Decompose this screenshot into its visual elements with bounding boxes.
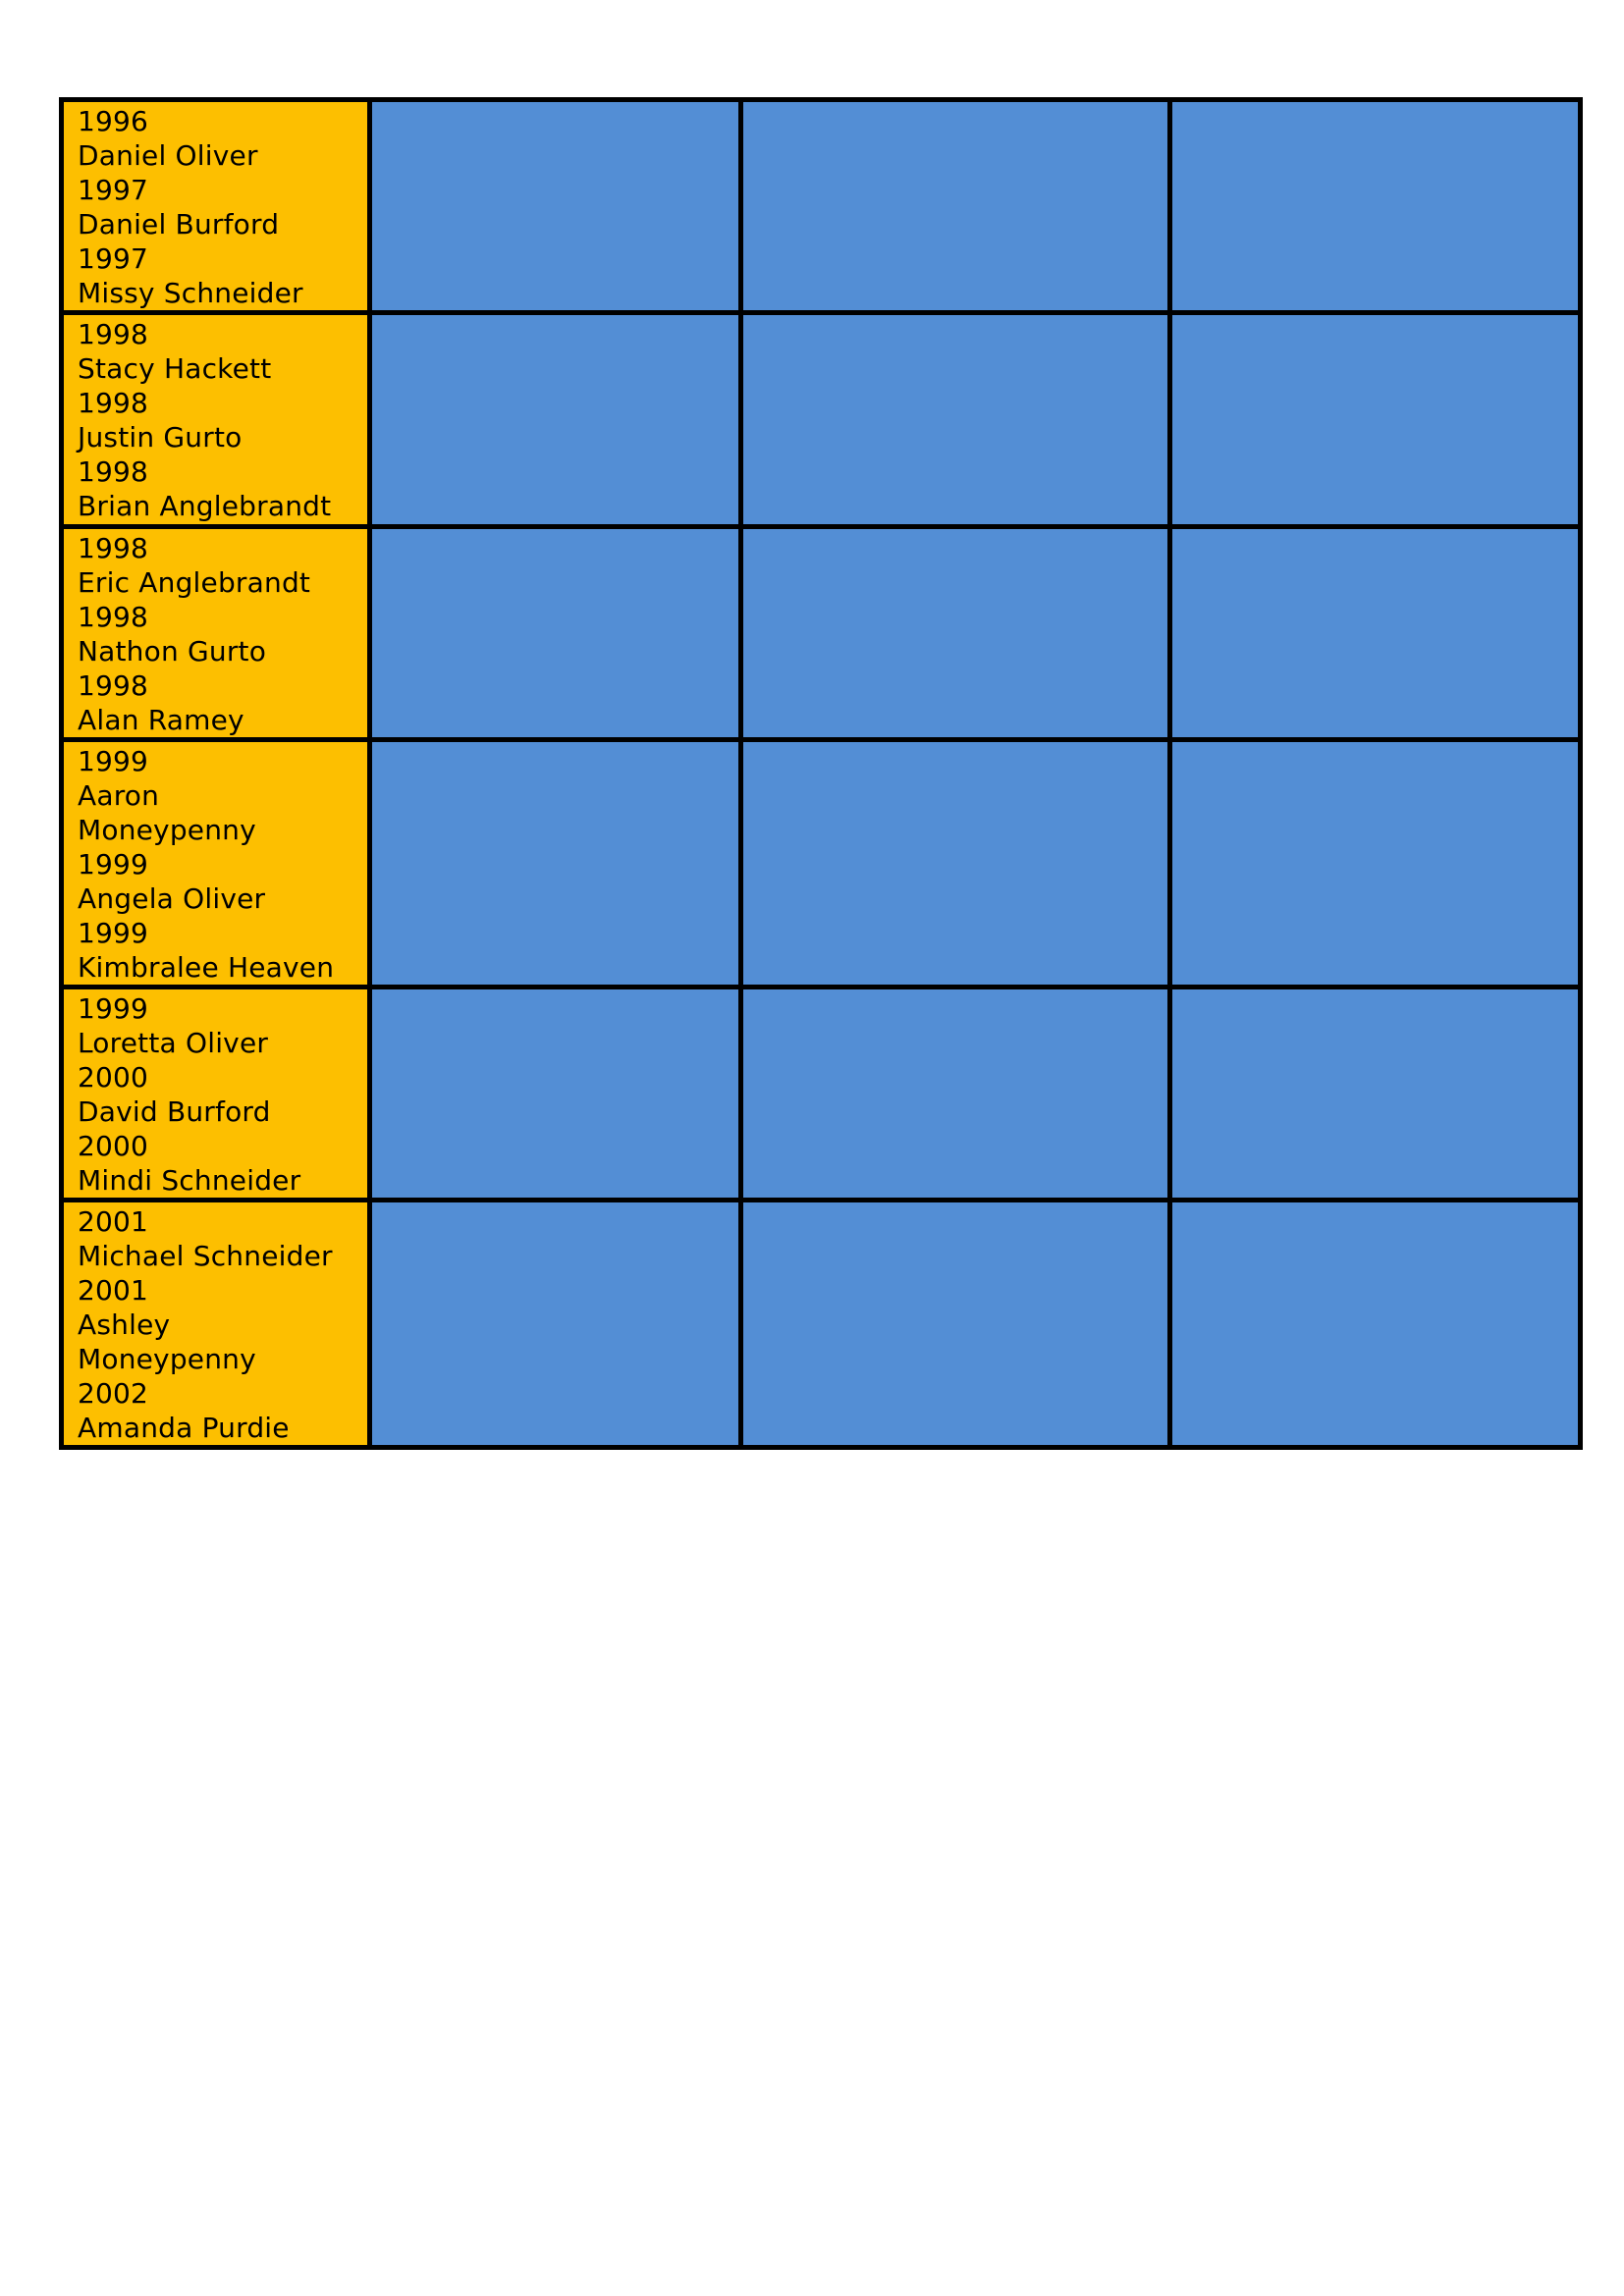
cell-line: Moneypenny (78, 1343, 256, 1375)
cell-line: Amanda Purdie (78, 1412, 290, 1444)
cell-line: 1998 (78, 532, 149, 564)
cell-line: David Burford (78, 1095, 271, 1128)
table-row (62, 740, 1581, 988)
blank-cell (370, 527, 741, 740)
blank-cell (741, 527, 1170, 740)
blank-cell (1170, 313, 1581, 527)
cell-line: Alan Ramey (78, 704, 244, 736)
cell-line: Moneypenny (78, 814, 256, 846)
cell-line: 1999 (78, 745, 149, 777)
cell-line: Daniel Burford (78, 208, 280, 240)
blank-cell (741, 740, 1170, 988)
table-row (62, 100, 1581, 313)
blank-cell (370, 988, 741, 1201)
cell-line: 1997 (78, 242, 149, 275)
cell-line: 2002 (78, 1377, 149, 1410)
cell-line: 1999 (78, 917, 149, 949)
cell-line: Daniel Oliver (78, 139, 258, 172)
cell-line: 1999 (78, 992, 149, 1025)
cell-line: Mindi Schneider (78, 1164, 301, 1197)
cell-line: 2000 (78, 1130, 149, 1162)
blank-cell (741, 1201, 1170, 1448)
cell-line: Missy Schneider (78, 277, 303, 309)
cell-line: 1996 (78, 105, 149, 137)
table-row (62, 313, 1581, 527)
blank-cell (1170, 1201, 1581, 1448)
blank-cell (370, 313, 741, 527)
cell-line: Stacy Hackett (78, 352, 272, 385)
cell-line: Ashley (78, 1308, 171, 1341)
blank-cell (370, 1201, 741, 1448)
blank-cell (1170, 988, 1581, 1201)
names-cell (62, 527, 370, 740)
cell-line: 1999 (78, 848, 149, 881)
cell-line: 1998 (78, 318, 149, 350)
cell-line: 1997 (78, 174, 149, 206)
cell-line: 1998 (78, 601, 149, 633)
blank-cell (741, 100, 1170, 313)
blank-cell (370, 740, 741, 988)
cell-line: Justin Gurto (78, 421, 243, 454)
cell-line: Eric Anglebrandt (78, 566, 311, 599)
cell-line: Angela Oliver (78, 882, 266, 915)
cell-line: Nathon Gurto (78, 635, 267, 667)
cell-line: 2000 (78, 1061, 149, 1094)
blank-cell (741, 988, 1170, 1201)
cell-line: Michael Schneider (78, 1240, 333, 1272)
cell-line: Loretta Oliver (78, 1027, 269, 1059)
cell-line: 2001 (78, 1205, 149, 1238)
table-row (62, 527, 1581, 740)
cell-line: Brian Anglebrandt (78, 490, 332, 522)
cell-line: 2001 (78, 1274, 149, 1307)
blank-cell (1170, 527, 1581, 740)
names-cell (62, 100, 370, 313)
names-cell (62, 1201, 370, 1448)
blank-cell (741, 313, 1170, 527)
cell-line: 1998 (78, 455, 149, 488)
cell-line: 1998 (78, 669, 149, 702)
cell-line: Kimbralee Heaven (78, 951, 335, 984)
cell-line: 1998 (78, 387, 149, 419)
table-row (62, 988, 1581, 1201)
blank-cell (370, 100, 741, 313)
name-grid-table (59, 97, 1583, 1450)
names-cell (62, 988, 370, 1201)
blank-cell (1170, 740, 1581, 988)
table-row (62, 1201, 1581, 1448)
cell-line: Aaron (78, 779, 160, 812)
blank-cell (1170, 100, 1581, 313)
names-cell (62, 740, 370, 988)
names-cell (62, 313, 370, 527)
